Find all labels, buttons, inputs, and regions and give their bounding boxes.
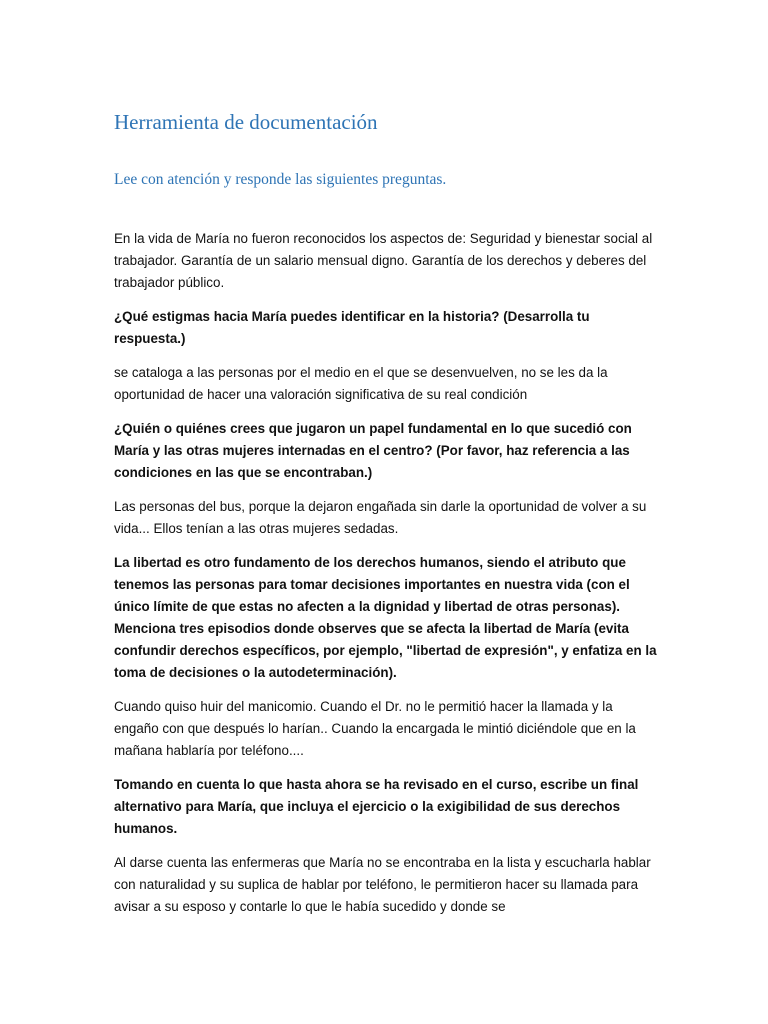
document-body [114,228,659,930]
answer-key-actors: Las personas del bus, porque la dejaron engañada sin darle la oportunidad de volver a su vida... Ellos tenían a las otras mujeres sedadas. [114,499,647,536]
answer-alternative-ending: Al darse cuenta las enfermeras que María no se encontraba en la lista y escucharla hablar con naturalidad y su suplica de hablar por teléfono, le permitieron hacer su llamada para avisar a su esposo y contarle lo que le había sucedido y donde se [114,855,651,914]
answer-freedom: Cuando quiso huir del manicomio. Cuando el Dr. no le permitió hacer la llamada y la engaño con que después lo harían.. Cuando la encargada le mintió diciéndole que en la mañana hablaría por teléfono.... [114,699,636,758]
paragraph-intro: En la vida de María no fueron reconocidos los aspectos de: Seguridad y bienestar social al trabajador. Garantía de un salario mensual digno. Garantía de los derechos y deberes del trabajador público. [114,231,653,290]
question-stigmas: ¿Qué estigmas hacia María puedes identificar en la historia? (Desarrolla tu respuesta.) [114,309,590,346]
question-freedom: La libertad es otro fundamento de los derechos humanos, siendo el atributo que tenemos las personas para tomar decisiones importantes en nuestra vida (con el único límite de que estas no afecten a la dignidad y libertad de otras personas). Menciona tres episodios donde observes que se afecta la libertad de María (evita confundir derechos específicos, por ejemplo, "libertad de expresión", y enfatiza en la toma de decisiones o la autodeterminación). [114,555,657,680]
question-key-actors: ¿Quién o quiénes crees que jugaron un papel fundamental en lo que sucedió con María y las otras mujeres internadas en el centro? (Por favor, haz referencia a las condiciones en las que se encontraban.) [114,421,632,480]
document-title: Herramienta de documentación [114,110,378,134]
document-subtitle: Lee con atención y responde las siguientes preguntas. [114,171,447,188]
question-alternative-ending: Tomando en cuenta lo que hasta ahora se ha revisado en el curso, escribe un final alternativo para María, que incluya el ejercicio o la exigibilidad de sus derechos humanos. [114,777,639,836]
answer-stigmas: se cataloga a las personas por el medio en el que se desenvuelven, no se les da la oportunidad de hacer una valoración significativa de su real condición [114,365,608,402]
